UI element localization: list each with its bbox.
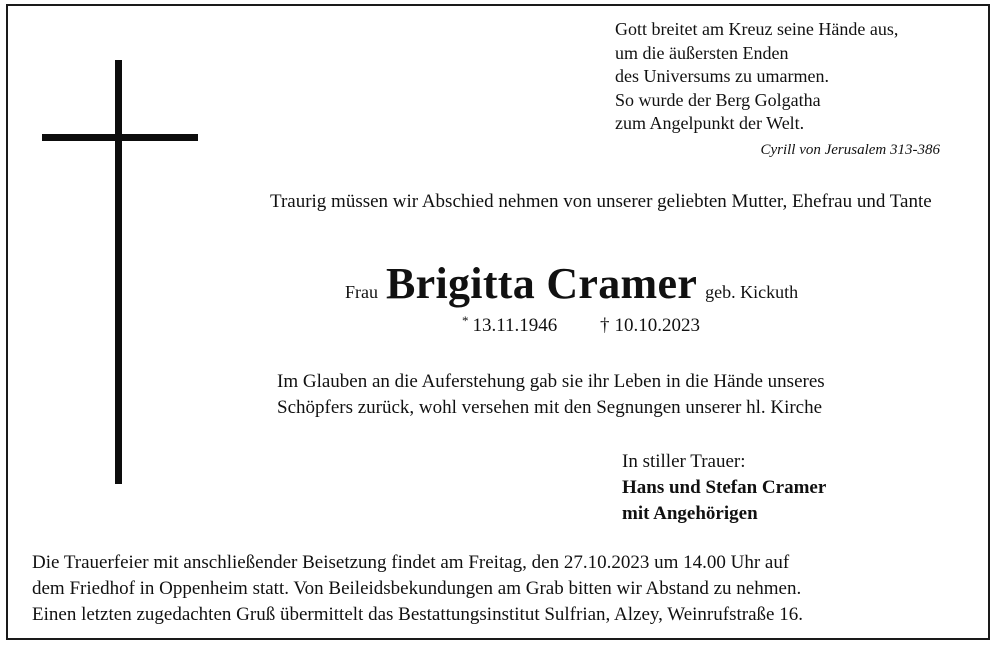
- birth-date: 13.11.1946: [472, 315, 558, 336]
- ceremony-line: Die Trauerfeier mit anschließender Beisetzung findet am Freitag, den 27.10.2023 um 14.00 Uhr auf: [32, 552, 790, 573]
- poem-attribution: Cyrill von Jerusalem 313-386: [760, 142, 940, 158]
- faith-line: Schöpfers zurück, wohl versehen mit den Segnungen unserer hl. Kirche: [277, 397, 823, 418]
- cross-icon-horizontal-bar: [42, 134, 198, 141]
- ceremony-line: dem Friedhof in Oppenheim statt. Von Beileidsbekundungen am Grab bitten wir Abstand zu nehmen.: [32, 578, 802, 599]
- poem-line: zum Angelpunkt der Welt.: [615, 113, 805, 133]
- poem-quote: [615, 18, 975, 136]
- death-date: 10.10.2023: [614, 315, 701, 336]
- ceremony-notice: [32, 550, 982, 628]
- death-symbol: †: [600, 315, 610, 336]
- poem-line: So wurde der Berg Golgatha: [615, 89, 821, 110]
- faith-line: Im Glauben an die Auferstehung gab sie ihr Leben in die Hände unseres: [277, 371, 825, 392]
- life-dates: [462, 313, 700, 337]
- poem-line: des Universums zu umarmen.: [615, 66, 829, 86]
- birth-symbol: *: [462, 313, 469, 328]
- ceremony-line: Einen letzten zugedachten Gruß übermittelt das Bestattungsinstitut Sulfrian, Alzey, Weinrufstraße 16.: [32, 604, 803, 625]
- mourners-heading: In stiller Trauer:: [622, 451, 746, 472]
- deceased-name-line: [345, 258, 798, 309]
- poem-line: Gott breitet am Kreuz seine Hände aus,: [615, 19, 899, 39]
- intro-text: Traurig müssen wir Abschied nehmen von unserer geliebten Mutter, Ehefrau und Tante: [270, 191, 932, 212]
- deceased-name: Brigitta Cramer: [386, 259, 698, 308]
- poem-line: um die äußersten Enden: [615, 42, 789, 63]
- mourners-block: [622, 449, 922, 527]
- mourners-relatives: mit Angehörigen: [622, 503, 758, 524]
- born-name: geb. Kickuth: [705, 282, 799, 302]
- faith-text: [277, 369, 957, 421]
- cross-icon-vertical-bar: [115, 60, 122, 484]
- mourners-names: Hans und Stefan Cramer: [622, 477, 827, 498]
- name-prefix: Frau: [345, 282, 378, 302]
